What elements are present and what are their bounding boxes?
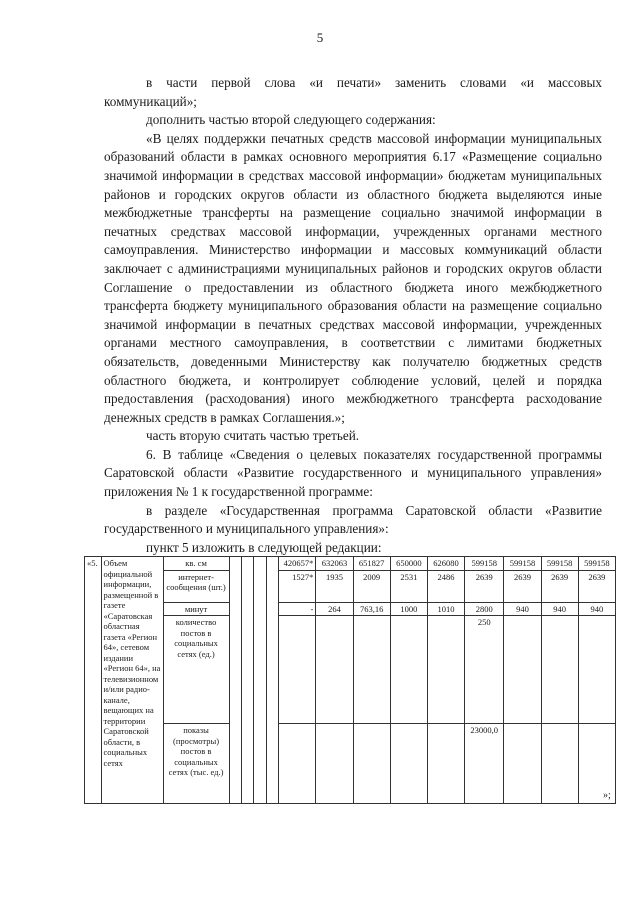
value-cell [541, 724, 578, 804]
value-cell: 632063 [316, 557, 353, 571]
value-cell: 2639 [578, 570, 615, 602]
paragraph: 6. В таблице «Сведения о целевых показателях государственной программы Саратовской области «Развитие государственного и муниципального управления» приложения № 1 к государственной программе: [104, 446, 602, 500]
unit-cell: показы (просмотры) постов в социальных сетях (тыс. ед.) [163, 724, 229, 804]
value-cell [390, 616, 427, 724]
value-cell: 940 [504, 602, 541, 616]
value-cell: 2639 [504, 570, 541, 602]
value-cell [353, 724, 390, 804]
value-cell: 2639 [541, 570, 578, 602]
value-cell: 599158 [504, 557, 541, 571]
value-cell [427, 724, 464, 804]
value-cell [279, 724, 316, 804]
value-cell: 1000 [390, 602, 427, 616]
value-cell: 940 [578, 602, 615, 616]
value-cell: 599158 [465, 557, 504, 571]
value-cell: 23000,0 [465, 724, 504, 804]
value-cell: 599158 [578, 557, 615, 571]
unit-cell: количество постов в социальных сетях (ед.) [163, 616, 229, 724]
empty-cell [229, 557, 241, 804]
value-cell: 2800 [465, 602, 504, 616]
value-cell [504, 616, 541, 724]
value-cell [390, 724, 427, 804]
value-cell: 2486 [427, 570, 464, 602]
paragraph: часть вторую считать частью третьей. [146, 428, 360, 444]
unit-cell: интернет-сообщения (шт.) [163, 570, 229, 602]
indicator-name-cell: Объем официальной информации, размещенной в газете «Саратовская областная газета «Регион 64», сетевом издании «Регион 64», на телевизионном и/или радио-канале, вещающих на территории Саратовской области, в социальных сетях [101, 557, 163, 804]
empty-cell [266, 557, 278, 804]
value-cell: 250 [465, 616, 504, 724]
empty-cell [254, 557, 266, 804]
paragraph: в части первой слова «и печати» заменить словами «и массовых коммуникаций»; [104, 75, 602, 109]
document-body [104, 74, 602, 557]
indicators-table [84, 556, 616, 804]
empty-cell [242, 557, 254, 804]
value-cell: 626080 [427, 557, 464, 571]
value-cell [504, 724, 541, 804]
unit-cell: кв. см [163, 557, 229, 571]
value-cell: 1010 [427, 602, 464, 616]
page-number: 5 [316, 30, 324, 45]
value-cell: 763,16 [353, 602, 390, 616]
value-cell: 651827 [353, 557, 390, 571]
value-cell [353, 616, 390, 724]
row-number-cell: «5. [85, 557, 102, 804]
value-cell: 2639 [465, 570, 504, 602]
value-cell: 1527* [279, 570, 316, 602]
closing-quote-mark: »; [603, 790, 611, 801]
value-cell: 264 [316, 602, 353, 616]
value-cell: 940 [541, 602, 578, 616]
value-cell [541, 616, 578, 724]
paragraph: дополнить частью второй следующего содержания: [146, 112, 436, 128]
value-cell: 2009 [353, 570, 390, 602]
unit-cell: минут [163, 602, 229, 616]
value-cell: 1935 [316, 570, 353, 602]
value-cell: - [279, 602, 316, 616]
value-cell: 2531 [390, 570, 427, 602]
value-cell: 650000 [390, 557, 427, 571]
value-cell [316, 616, 353, 724]
value-cell [578, 616, 615, 724]
value-cell [427, 616, 464, 724]
value-cell: 420657* [279, 557, 316, 571]
value-cell: 599158 [541, 557, 578, 571]
value-cell [316, 724, 353, 804]
paragraph: «В целях поддержки печатных средств массовой информации муниципальных образований области в рамках основного мероприятия 6.17 «Размещение социально значимой информации в средствах массовой информации» бюджетам муниципальных районов и городских округов области из областного бюджета выделяются иные межбюджетные трансферты на размещение социально значимой информации в печатных средствах массовой информации, учрежденных органами местного самоуправления. Министерство информации и массовых коммуникаций области заключает с администрациями муниципальных районов и городских округов области Соглашение о предоставлении из областного бюджета иного межбюджетного трансферта бюджету муниципального образования области на размещение социально значимой информации в печатных средствах массовой информации, учрежденных органами местного самоуправления, в соответствии с лимитами бюджетных обязательств, доведенными Министерству как получателю бюджетных средств областного бюджета, и контролирует соблюдение условий, целей и порядка предоставления (расходования) иного межбюджетного трансферта расходование денежных средств в рамках Соглашения.»; [104, 130, 602, 425]
paragraph: пункт 5 изложить в следующей редакции: [146, 539, 382, 555]
value-cell [279, 616, 316, 724]
paragraph: в разделе «Государственная программа Саратовской области «Развитие государственного и муниципального управления»: [104, 502, 602, 537]
